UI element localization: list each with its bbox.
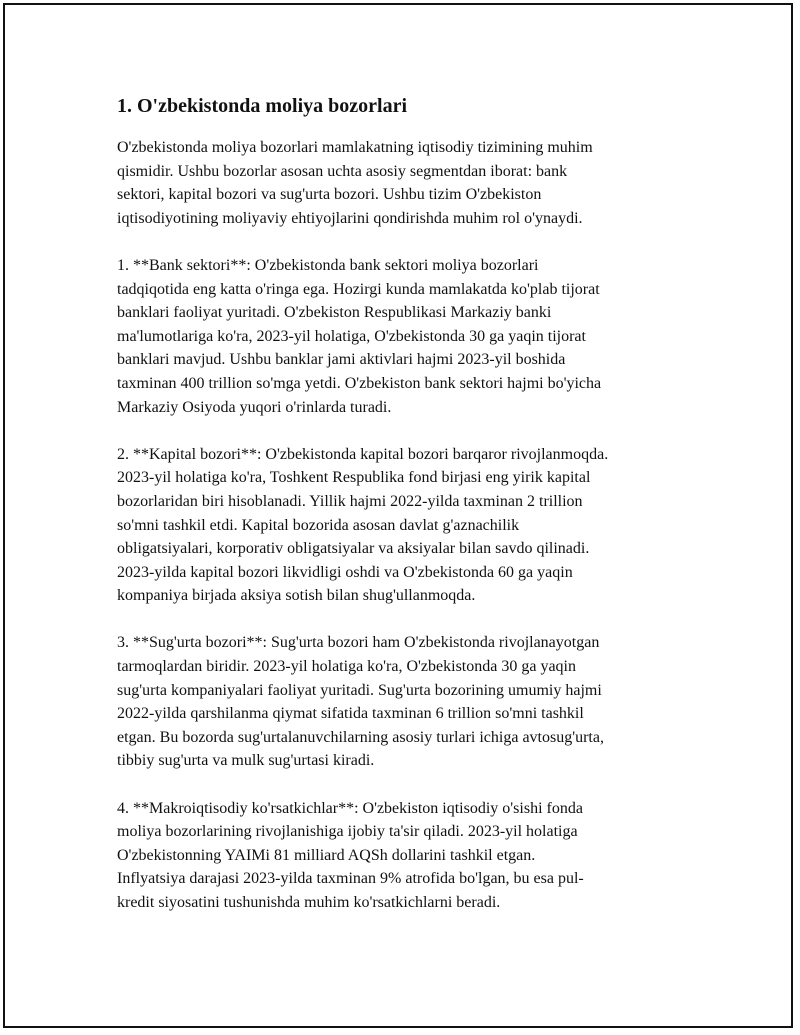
macroeconomic-paragraph: 4. **Makroiqtisodiy ko'rsatkichlar**: O'zbekiston iqtisodiy o'sishi fonda moliya bozorlarining rivojlanishiga ijobiy ta'sir qiladi. 2023-yil holatiga O'zbekistonning YAIMi 81 milliard AQSh dollarini tashkil etgan. Inflyatsiya darajasi 2023-yilda taxminan 9% atrofida bo'lgan, bu esa pul- kredit siyosatini tushunishda muhim ko'rsatkichlarni beradi. [117,799,584,911]
document-title: 1. O'zbekistonda moliya bozorlari [117,95,407,117]
bank-sector-paragraph: 1. **Bank sektori**: O'zbekistonda bank sektori moliya bozorlari tadqiqotida eng katta o'ringa ega. Hozirgi kunda mamlakatda ko'plab tijorat banklari faoliyat yuritadi. O'zbekiston Respublikasi Markaziy banki ma'lumotlariga ko'ra, 2023-yil holatiga, O'zbekistonda 30 ga yaqin tijorat banklari mavjud. Ushbu banklar jami aktivlari hajmi 2023-yil boshida taxminan 400 trillion so'mga yetdi. O'zbekiston bank sektori hajmi bo'yicha Markaziy Osiyoda yuqori o'rinlarda turadi. [117,256,602,416]
insurance-market-paragraph: 3. **Sug'urta bozori**: Sug'urta bozori ham O'zbekistonda rivojlanayotgan tarmoqlardan biridir. 2023-yil holatiga ko'ra, O'zbekistonda 30 ga yaqin sug'urta kompaniyalari faoliyat yuritadi. Sug'urta bozorining umumiy hajmi 2022-yilda qarshilanma qiymat sifatida taxminan 6 trillion so'mni tashkil etgan. Bu bozorda sug'urtalanuvchilarning asosiy turlari ichiga avtosug'urta, tibbiy sug'urta va mulk sug'urtasi kiradi. [117,634,604,770]
intro-paragraph: O'zbekistonda moliya bozorlari mamlakatning iqtisodiy tizimining muhim qismidir. Ushbu bozorlar asosan uchta asosiy segmentdan iborat: bank sektori, kapital bozori va sug'urta bozori. Ushbu tizim O'zbekiston iqtisodiyotining moliyaviy ehtiyojlarini qondirishda muhim rol o'ynaydi. [117,139,593,227]
capital-market-paragraph: 2. **Kapital bozori**: O'zbekistonda kapital bozori barqaror rivojlanmoqda. 2023-yil holatiga ko'ra, Toshkent Respublika fond birjasi eng yirik kapital bozorlaridan biri hisoblanadi. Yillik hajmi 2022-yilda taxminan 2 trillion so'mni tashkil etdi. Kapital bozorida asosan davlat g'aznachilik obligatsiyalari, korporativ obligatsiyalar va aksiyalar bilan savdo qilinadi. 2023-yilda kapital bozori likvidligi oshdi va O'zbekistonda 60 ga yaqin kompaniya birjada aksiya sotish bilan shug'ullanmoqda. [117,445,609,605]
document-body [117,92,697,938]
